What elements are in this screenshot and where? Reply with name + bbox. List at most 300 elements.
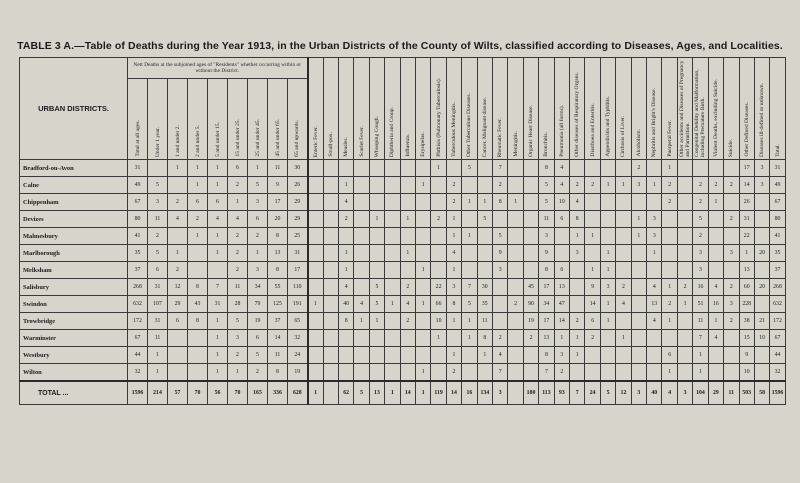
cause-cell: 14 [446, 381, 461, 405]
cause-cell: 1 [431, 160, 446, 177]
age-cell: 2 [228, 262, 248, 279]
age-cell: 1 [168, 245, 188, 262]
cause-cell: 6 [662, 347, 677, 364]
cause-cell: 9 [493, 245, 508, 262]
cause-cell: 1 [415, 364, 430, 382]
cause-cell [616, 194, 631, 211]
age-cell: 32 [128, 364, 148, 382]
cause-cell: 93 [554, 381, 569, 405]
cause-header-label: Pneumonia (all forms). [558, 105, 565, 157]
cause-cell: 1 [600, 262, 615, 279]
cause-cell [677, 262, 692, 279]
cause-cell [385, 245, 400, 262]
cause-cell: 3 [493, 381, 508, 405]
cause-cell: 19 [523, 313, 538, 330]
age-cell: 1 [168, 160, 188, 177]
age-cell: 5 [248, 347, 268, 364]
cause-cell: 35 [477, 296, 492, 313]
cause-cell [354, 330, 369, 347]
cause-cell [431, 364, 446, 382]
age-cell: 1 [188, 228, 208, 245]
age-cell: 31 [288, 245, 308, 262]
cause-cell: 180 [523, 381, 538, 405]
age-cell: 29 [288, 194, 308, 211]
cause-cell: 4 [708, 279, 723, 296]
cause-cell [523, 160, 538, 177]
cause-cell [508, 330, 523, 347]
cause-cell [415, 194, 430, 211]
age-header-label: Total at all ages. [134, 120, 141, 157]
age-cell: 67 [128, 330, 148, 347]
cause-header-label: Other Defined Diseases. [743, 102, 750, 157]
cause-cell [400, 228, 415, 245]
table-row [20, 330, 786, 347]
cause-cell: 3 [724, 245, 739, 262]
cause-cell: 1 [446, 211, 461, 228]
cause-header-label: Diseases ill-defined or unknown. [759, 83, 766, 157]
cause-cell [431, 228, 446, 245]
table-row [20, 296, 786, 313]
cause-cell [308, 364, 323, 382]
cause-cell: 49 [770, 177, 785, 194]
cause-cell: 67 [770, 330, 785, 347]
cause-cell [523, 245, 538, 262]
age-cell: 11 [268, 160, 288, 177]
cause-cell [570, 296, 585, 313]
cause-cell [369, 364, 384, 382]
cause-cell [354, 245, 369, 262]
cause-cell [508, 364, 523, 382]
cause-cell: 2 [693, 177, 708, 194]
cause-cell [369, 262, 384, 279]
age-cell: 125 [268, 296, 288, 313]
cause-cell [708, 211, 723, 228]
cause-cell: 8 [539, 262, 554, 279]
cause-header-label: Appendicitis and Typhlitis. [605, 96, 612, 157]
cause-cell: 2 [446, 177, 461, 194]
age-cell: 2 [248, 228, 268, 245]
cause-cell [415, 245, 430, 262]
cause-cell: 15 [739, 330, 754, 347]
cause-cell [323, 228, 338, 245]
cause-cell [415, 313, 430, 330]
cause-cell [323, 313, 338, 330]
age-cell: 7 [208, 279, 228, 296]
cause-cell [400, 160, 415, 177]
cause-cell [724, 160, 739, 177]
age-cell [168, 364, 188, 382]
cause-cell [647, 160, 662, 177]
age-cell: 2 [228, 177, 248, 194]
cause-cell [647, 347, 662, 364]
cause-cell [308, 279, 323, 296]
cause-header-label: Other Tuberculous Diseases. [466, 92, 473, 157]
cause-cell [616, 245, 631, 262]
cause-cell: 9 [739, 347, 754, 364]
table-row [20, 177, 786, 194]
cause-cell [677, 177, 692, 194]
cause-cell [724, 228, 739, 245]
age-column-header [208, 79, 228, 160]
cause-header-label: Meningitis. [512, 131, 519, 157]
cause-cell [308, 194, 323, 211]
cause-cell: 5 [539, 177, 554, 194]
cause-column-header [600, 58, 615, 160]
table-row [20, 279, 786, 296]
cause-cell: 2 [554, 364, 569, 382]
cause-cell: 11 [539, 211, 554, 228]
table-row [20, 364, 786, 382]
cause-cell: 5 [600, 381, 615, 405]
age-cell: 214 [148, 381, 168, 405]
cause-cell [523, 177, 538, 194]
cause-cell [677, 245, 692, 262]
age-cell: 31 [148, 313, 168, 330]
table-row [20, 262, 786, 279]
cause-cell [369, 330, 384, 347]
cause-cell [400, 347, 415, 364]
cause-cell: 2 [708, 177, 723, 194]
cause-cell: 11 [693, 313, 708, 330]
cause-cell [508, 160, 523, 177]
cause-cell: 4 [493, 347, 508, 364]
cause-cell: 14 [554, 313, 569, 330]
age-cell: 31 [128, 160, 148, 177]
cause-cell [677, 313, 692, 330]
cause-header-label: Influenza. [404, 134, 411, 157]
age-cell: 28 [228, 296, 248, 313]
cause-cell: 16 [462, 381, 477, 405]
cause-cell: 2 [400, 279, 415, 296]
cause-cell: 17 [739, 160, 754, 177]
cause-cell: 1 [415, 177, 430, 194]
cause-cell: 26 [739, 194, 754, 211]
cause-cell [385, 211, 400, 228]
cause-cell: 8 [338, 313, 353, 330]
age-cell: 1 [148, 347, 168, 364]
age-cell: 2 [168, 262, 188, 279]
cause-cell [385, 279, 400, 296]
cause-cell [385, 194, 400, 211]
age-cell: 8 [188, 313, 208, 330]
age-cell: 34 [248, 279, 268, 296]
cause-cell [323, 262, 338, 279]
age-column-header [128, 79, 148, 160]
cause-cell: 2 [616, 279, 631, 296]
age-cell: 25 [288, 228, 308, 245]
cause-cell [754, 228, 769, 245]
age-cell: 79 [248, 296, 268, 313]
cause-cell [308, 160, 323, 177]
cause-cell [570, 262, 585, 279]
cause-cell [338, 330, 353, 347]
cause-column-header [770, 58, 785, 160]
cause-cell [600, 347, 615, 364]
cause-header-label: Diphtheria and Croup. [389, 106, 396, 157]
cause-cell [677, 160, 692, 177]
cause-header-label: Congenital Debility and Malformation, including Premature Birth. [694, 69, 707, 157]
age-cell: 1 [228, 194, 248, 211]
age-cell: 41 [128, 228, 148, 245]
cause-cell: 37 [770, 262, 785, 279]
age-cell: 4 [228, 211, 248, 228]
cause-column-header [477, 58, 492, 160]
cause-cell: 1 [400, 211, 415, 228]
cause-cell: 4 [338, 194, 353, 211]
cause-cell [354, 194, 369, 211]
age-cell: 2 [148, 228, 168, 245]
cause-cell: 632 [770, 296, 785, 313]
age-cell: 57 [168, 381, 188, 405]
age-cell: 1 [248, 245, 268, 262]
cause-cell [508, 279, 523, 296]
cause-cell: 2 [446, 364, 461, 382]
cause-cell [600, 211, 615, 228]
cause-cell: 1 [462, 194, 477, 211]
table-row [20, 160, 786, 177]
age-cell: 165 [248, 381, 268, 405]
age-cell: 24 [288, 347, 308, 364]
age-cell: 6 [188, 194, 208, 211]
cause-cell [308, 211, 323, 228]
cause-column-header [739, 58, 754, 160]
age-cell: 56 [208, 381, 228, 405]
age-header-label: 15 and under 25. [234, 119, 241, 157]
cause-cell: 2 [431, 211, 446, 228]
cause-cell: 1 [462, 313, 477, 330]
cause-cell: 3 [600, 279, 615, 296]
age-column-header [228, 79, 248, 160]
cause-cell: 2 [570, 177, 585, 194]
cause-column-header [431, 58, 446, 160]
age-cell: 44 [128, 347, 148, 364]
age-cell: 3 [148, 194, 168, 211]
cause-cell: 1 [631, 211, 646, 228]
cause-cell: 1 [600, 245, 615, 262]
total-row [20, 381, 786, 405]
cause-cell [446, 160, 461, 177]
cause-cell: 8 [493, 194, 508, 211]
cause-cell: 2 [508, 296, 523, 313]
cause-cell [400, 177, 415, 194]
age-header-label: 1 and under 2. [174, 124, 181, 157]
age-cell: 11 [148, 330, 168, 347]
cause-cell [323, 194, 338, 211]
cause-cell: 3 [554, 347, 569, 364]
cause-cell [431, 177, 446, 194]
age-cell [188, 262, 208, 279]
cause-cell [585, 347, 600, 364]
district-name: Westbury [20, 347, 128, 364]
age-cell [208, 262, 228, 279]
district-name: Wilton [20, 364, 128, 382]
cause-column-header [539, 58, 554, 160]
cause-cell: 4 [554, 160, 569, 177]
cause-cell: 4 [616, 296, 631, 313]
age-cell: 26 [288, 177, 308, 194]
age-cell: 19 [288, 364, 308, 382]
age-cell: 13 [268, 245, 288, 262]
cause-cell [462, 245, 477, 262]
cause-cell: 41 [770, 228, 785, 245]
cause-cell [308, 313, 323, 330]
cause-cell [754, 194, 769, 211]
cause-cell: 8 [539, 347, 554, 364]
cause-cell: 29 [708, 381, 723, 405]
cause-cell: 7 [693, 330, 708, 347]
cause-cell: 4 [570, 194, 585, 211]
age-cell: 5 [148, 177, 168, 194]
cause-cell: 5 [462, 160, 477, 177]
age-cell: 2 [168, 194, 188, 211]
table-row [20, 228, 786, 245]
cause-cell: 10 [754, 330, 769, 347]
cause-cell: 5 [354, 381, 369, 405]
cause-cell [415, 228, 430, 245]
age-cell: 30 [288, 160, 308, 177]
age-cell: 14 [268, 330, 288, 347]
cause-cell [662, 330, 677, 347]
cause-cell [693, 160, 708, 177]
age-column-header [248, 79, 268, 160]
cause-cell: 1 [570, 347, 585, 364]
age-cell: 8 [268, 364, 288, 382]
age-cell: 8 [188, 279, 208, 296]
age-cell: 80 [128, 211, 148, 228]
cause-cell: 2 [662, 194, 677, 211]
district-name: Marlborough [20, 245, 128, 262]
cause-cell [338, 347, 353, 364]
cause-cell [724, 364, 739, 382]
cause-cell: 2 [400, 313, 415, 330]
cause-cell [431, 194, 446, 211]
cause-cell [354, 279, 369, 296]
age-cell: 6 [248, 211, 268, 228]
cause-cell: 16 [693, 279, 708, 296]
district-name: Melksham [20, 262, 128, 279]
cause-cell: 7 [493, 364, 508, 382]
age-header-label: 2 and under 5. [194, 124, 201, 157]
age-cell: 6 [248, 330, 268, 347]
age-cell [188, 245, 208, 262]
cause-cell: 11 [477, 313, 492, 330]
cause-cell [308, 177, 323, 194]
cause-cell: 90 [523, 296, 538, 313]
cause-cell: 2 [677, 279, 692, 296]
cause-cell: 35 [770, 245, 785, 262]
cause-cell [523, 228, 538, 245]
cause-cell [600, 160, 615, 177]
cause-cell [754, 347, 769, 364]
cause-cell: 1 [431, 330, 446, 347]
district-name: TOTAL ... [20, 381, 128, 405]
age-cell: 3 [228, 330, 248, 347]
cause-cell [477, 364, 492, 382]
cause-cell [677, 347, 692, 364]
cause-cell: 2 [693, 228, 708, 245]
age-cell: 1 [188, 160, 208, 177]
cause-cell: 2 [570, 313, 585, 330]
cause-header-label: Whooping Cough. [373, 115, 380, 157]
age-cell: 31 [148, 279, 168, 296]
cause-cell [508, 228, 523, 245]
cause-cell: 2 [693, 194, 708, 211]
age-cell: 4 [168, 211, 188, 228]
age-cell: 49 [128, 177, 148, 194]
cause-cell: 4 [354, 296, 369, 313]
cause-cell: 38 [739, 313, 754, 330]
cause-cell [708, 245, 723, 262]
cause-cell: 2 [493, 177, 508, 194]
cause-cell [338, 364, 353, 382]
age-cell: 1 [208, 313, 228, 330]
cause-cell: 7 [493, 160, 508, 177]
cause-cell: 1 [508, 194, 523, 211]
cause-column-header [323, 58, 338, 160]
cause-cell: 4 [647, 313, 662, 330]
cause-header-label: Nephritis and Bright's Disease. [651, 87, 658, 157]
cause-cell: 1 [616, 177, 631, 194]
cause-cell [308, 245, 323, 262]
cause-cell [462, 262, 477, 279]
age-cell: 5 [248, 177, 268, 194]
cause-cell [523, 194, 538, 211]
cause-cell: 113 [539, 381, 554, 405]
cause-cell: 7 [570, 381, 585, 405]
cause-cell [754, 211, 769, 228]
age-header-label: 5 and under 15. [214, 122, 221, 157]
cause-cell: 2 [724, 313, 739, 330]
age-cell: 11 [228, 279, 248, 296]
age-cell: 172 [128, 313, 148, 330]
age-cell: 1 [208, 330, 228, 347]
cause-cell: 21 [754, 313, 769, 330]
cause-cell: 32 [770, 364, 785, 382]
cause-cell: 228 [739, 296, 754, 313]
cause-cell [400, 330, 415, 347]
cause-cell [662, 228, 677, 245]
age-cell: 17 [268, 194, 288, 211]
cause-cell [647, 364, 662, 382]
cause-cell: 1 [708, 194, 723, 211]
cause-column-header [708, 58, 723, 160]
cause-cell [415, 160, 430, 177]
cause-cell [323, 177, 338, 194]
cause-cell [385, 262, 400, 279]
cause-cell [554, 245, 569, 262]
cause-cell: 1 [415, 296, 430, 313]
cause-cell: 1 [338, 262, 353, 279]
cause-header-label: Violent Deaths, excluding Suicide. [712, 79, 719, 157]
cause-cell: 9 [539, 245, 554, 262]
cause-header-label: Measles. [343, 137, 350, 157]
cause-cell: 22 [739, 228, 754, 245]
cause-cell [415, 347, 430, 364]
cause-cell: 7 [462, 279, 477, 296]
cause-cell: 3 [754, 160, 769, 177]
cause-header-label: Organic Heart Disease. [528, 105, 535, 157]
cause-column-header [385, 58, 400, 160]
district-name: Salisbury [20, 279, 128, 296]
cause-cell [631, 279, 646, 296]
age-cell: 65 [288, 313, 308, 330]
cause-cell: 11 [724, 381, 739, 405]
cause-cell [508, 313, 523, 330]
cause-cell: 10 [739, 364, 754, 382]
cause-cell [616, 262, 631, 279]
cause-cell: 62 [338, 381, 353, 405]
cause-column-header [677, 58, 692, 160]
